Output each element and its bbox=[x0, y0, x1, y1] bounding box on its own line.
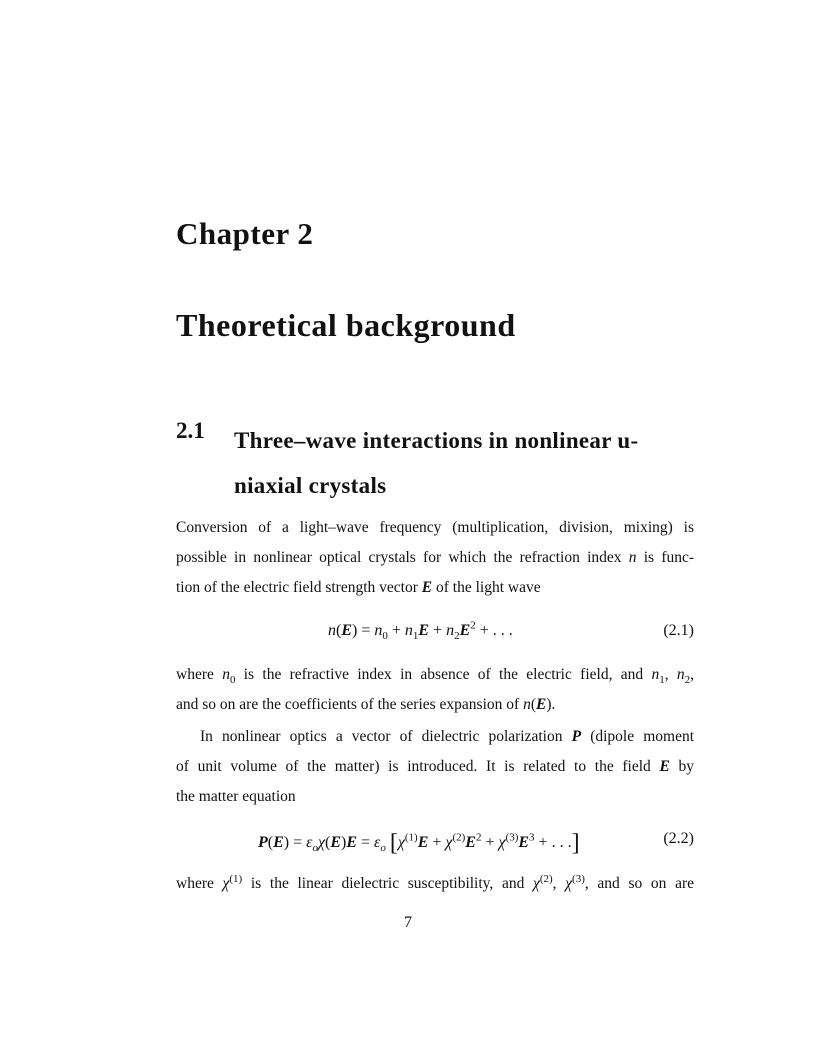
text-line: tion of the electric field strength vector E of the light wave bbox=[176, 579, 541, 596]
paragraph-susceptibility bbox=[176, 869, 694, 899]
equation-number: (2.2) bbox=[663, 830, 694, 847]
section-title-line-2: niaxial crystals bbox=[234, 473, 387, 498]
equation-number: (2.1) bbox=[663, 622, 694, 639]
chapter-label: Chapter 2 bbox=[176, 216, 314, 251]
paragraph-intro bbox=[176, 513, 694, 603]
text-line: where $\chi^{(1)}$ is the linear dielectric susceptibility, and $\chi^{(2)}$, $\chi^{(3)}$, and so on are bbox=[176, 872, 695, 892]
text-line: In nonlinear optics a vector of dielectric polarization P (dipole moment bbox=[200, 728, 695, 745]
section-title bbox=[234, 418, 694, 508]
text-line: and so on are the coefficients of the series expansion of n(E). bbox=[176, 696, 556, 713]
paragraph-refractive-index bbox=[176, 660, 694, 720]
section-title-line-1: Three–wave interactions in nonlinear u- bbox=[234, 428, 639, 453]
section-number: 2.1 bbox=[176, 418, 205, 443]
text-line: Conversion of a light–wave frequency (multiplication, division, mixing) is bbox=[176, 519, 694, 536]
chapter-title: Theoretical background bbox=[176, 307, 516, 343]
equation-2-2-body: $P(E) = \varepsilon_o\chi(E)E = \varepsilon_o$ [$\chi^{(1)}E + \chi^{(2)}E^2 + \chi^{(3)}E^3$ + . . .] bbox=[258, 830, 580, 856]
equation-2-2 bbox=[176, 830, 694, 856]
paragraph-polarization bbox=[176, 722, 694, 812]
text-line: where $n_0$ is the refractive index in absence of the electric field, and $n_1$, $n_2$, bbox=[176, 666, 695, 687]
text-line: possible in nonlinear optical crystals for which the refraction index n is func- bbox=[176, 549, 695, 566]
equation-2-1 bbox=[176, 619, 694, 644]
equation-2-1-body: $n(E) = n_0 + n_1E + n_2E^2$ + . . . bbox=[328, 619, 513, 643]
var-n: n bbox=[628, 549, 637, 566]
text-line: the matter equation bbox=[176, 788, 296, 805]
var-E: E bbox=[421, 579, 433, 596]
page-number: 7 bbox=[404, 914, 412, 931]
text-line: of unit volume of the matter) is introduced. It is related to the field E by bbox=[176, 758, 695, 775]
